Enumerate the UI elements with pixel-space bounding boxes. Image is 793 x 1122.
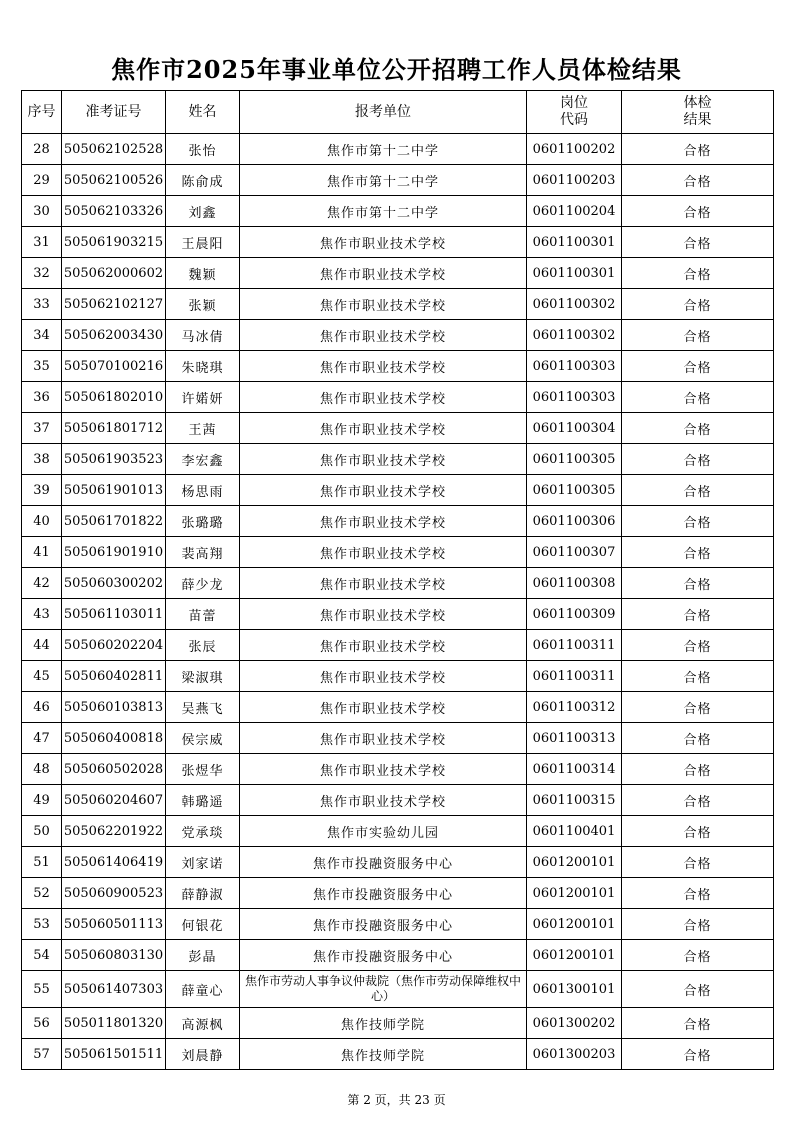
cell-result: 合格 [622, 940, 774, 971]
cell-post-code: 0601100307 [527, 537, 622, 568]
cell-name: 党承琰 [166, 816, 240, 847]
cell-exam-no: 505062201922 [62, 816, 166, 847]
cell-unit: 焦作市职业技术学校 [240, 475, 527, 506]
cell-unit: 焦作市职业技术学校 [240, 382, 527, 413]
cell-post-code: 0601300101 [527, 971, 622, 1008]
document-title: 焦作市2025年事业单位公开招聘工作人员体检结果 [111, 55, 682, 84]
table-row [22, 351, 774, 382]
cell-name: 韩璐遥 [166, 785, 240, 816]
cell-exam-no: 505061501511 [62, 1039, 166, 1070]
cell-exam-no: 505061801712 [62, 413, 166, 444]
cell-exam-no: 505060803130 [62, 940, 166, 971]
cell-exam-no: 505060501113 [62, 909, 166, 940]
cell-result: 合格 [622, 971, 774, 1008]
cell-post-code: 0601100305 [527, 444, 622, 475]
cell-seq: 57 [22, 1039, 62, 1070]
cell-name: 张颖 [166, 289, 240, 320]
cell-exam-no: 505060900523 [62, 878, 166, 909]
table-row [22, 816, 774, 847]
cell-result: 合格 [622, 444, 774, 475]
cell-exam-no: 505060400818 [62, 723, 166, 754]
cell-exam-no: 505061103011 [62, 599, 166, 630]
cell-name: 刘晨静 [166, 1039, 240, 1070]
cell-exam-no: 505062103326 [62, 196, 166, 227]
cell-unit: 焦作技师学院 [240, 1008, 527, 1039]
table-row [22, 413, 774, 444]
cell-post-code: 0601100304 [527, 413, 622, 444]
cell-result: 合格 [622, 320, 774, 351]
cell-exam-no: 505062102528 [62, 134, 166, 165]
cell-seq: 34 [22, 320, 62, 351]
cell-exam-no: 505061903215 [62, 227, 166, 258]
cell-unit: 焦作技师学院 [240, 1039, 527, 1070]
cell-seq: 53 [22, 909, 62, 940]
cell-post-code: 0601100308 [527, 568, 622, 599]
cell-seq: 32 [22, 258, 62, 289]
cell-name: 裴高翔 [166, 537, 240, 568]
cell-name: 高源枫 [166, 1008, 240, 1039]
cell-post-code: 0601100306 [527, 506, 622, 537]
cell-name: 许婼妍 [166, 382, 240, 413]
cell-post-code: 0601100303 [527, 351, 622, 382]
cell-result: 合格 [622, 847, 774, 878]
cell-post-code: 0601300202 [527, 1008, 622, 1039]
table-row [22, 196, 774, 227]
cell-unit: 焦作市职业技术学校 [240, 661, 527, 692]
table-row [22, 475, 774, 506]
cell-exam-no: 505061407303 [62, 971, 166, 1008]
cell-post-code: 0601100311 [527, 661, 622, 692]
cell-name: 刘家诺 [166, 847, 240, 878]
cell-name: 杨思雨 [166, 475, 240, 506]
cell-exam-no: 505062100526 [62, 165, 166, 196]
cell-result: 合格 [622, 785, 774, 816]
table-row [22, 382, 774, 413]
header-row [22, 91, 774, 134]
cell-seq: 51 [22, 847, 62, 878]
table-row [22, 1039, 774, 1070]
cell-name: 朱晓琪 [166, 351, 240, 382]
table-row [22, 909, 774, 940]
cell-result: 合格 [622, 537, 774, 568]
cell-post-code: 0601100401 [527, 816, 622, 847]
cell-post-code: 0601100313 [527, 723, 622, 754]
cell-result: 合格 [622, 165, 774, 196]
table-row [22, 227, 774, 258]
header-seq: 序号 [22, 91, 62, 134]
cell-seq: 37 [22, 413, 62, 444]
cell-exam-no: 505060402811 [62, 661, 166, 692]
cell-result: 合格 [622, 754, 774, 785]
table-row [22, 258, 774, 289]
cell-unit: 焦作市劳动人事争议仲裁院（焦作市劳动保障维权中心） [240, 971, 527, 1008]
table-row [22, 568, 774, 599]
cell-name: 刘鑫 [166, 196, 240, 227]
cell-seq: 54 [22, 940, 62, 971]
table-row [22, 289, 774, 320]
cell-result: 合格 [622, 1039, 774, 1070]
table-row [22, 165, 774, 196]
cell-unit: 焦作市职业技术学校 [240, 754, 527, 785]
header-result-line2: 结果 [683, 112, 712, 128]
cell-seq: 28 [22, 134, 62, 165]
header-post-code-line1: 岗位 [560, 95, 588, 111]
cell-name: 王茜 [166, 413, 240, 444]
cell-unit: 焦作市职业技术学校 [240, 568, 527, 599]
cell-unit: 焦作市第十二中学 [240, 134, 527, 165]
cell-post-code: 0601100204 [527, 196, 622, 227]
cell-exam-no: 505061901910 [62, 537, 166, 568]
cell-unit: 焦作市职业技术学校 [240, 599, 527, 630]
cell-unit: 焦作市实验幼儿园 [240, 816, 527, 847]
cell-name: 魏颖 [166, 258, 240, 289]
cell-result: 合格 [622, 661, 774, 692]
cell-seq: 36 [22, 382, 62, 413]
cell-result: 合格 [622, 878, 774, 909]
cell-post-code: 0601100301 [527, 227, 622, 258]
cell-name: 陈俞成 [166, 165, 240, 196]
cell-post-code: 0601100315 [527, 785, 622, 816]
cell-seq: 45 [22, 661, 62, 692]
cell-exam-no: 505060103813 [62, 692, 166, 723]
cell-unit: 焦作市投融资服务中心 [240, 847, 527, 878]
cell-name: 梁淑琪 [166, 661, 240, 692]
cell-seq: 56 [22, 1008, 62, 1039]
cell-name: 张辰 [166, 630, 240, 661]
table-row [22, 723, 774, 754]
header-result [622, 91, 774, 134]
cell-seq: 55 [22, 971, 62, 1008]
cell-exam-no: 505060204607 [62, 785, 166, 816]
cell-result: 合格 [622, 568, 774, 599]
cell-name: 吴燕飞 [166, 692, 240, 723]
cell-result: 合格 [622, 413, 774, 444]
cell-seq: 44 [22, 630, 62, 661]
cell-seq: 29 [22, 165, 62, 196]
cell-seq: 38 [22, 444, 62, 475]
cell-unit: 焦作市投融资服务中心 [240, 909, 527, 940]
cell-result: 合格 [622, 692, 774, 723]
cell-unit: 焦作市职业技术学校 [240, 413, 527, 444]
table-row [22, 847, 774, 878]
cell-post-code: 0601100302 [527, 320, 622, 351]
cell-name: 苗蕾 [166, 599, 240, 630]
cell-unit: 焦作市第十二中学 [240, 165, 527, 196]
cell-seq: 31 [22, 227, 62, 258]
cell-post-code: 0601100202 [527, 134, 622, 165]
cell-seq: 46 [22, 692, 62, 723]
header-exam-no: 准考证号 [62, 91, 166, 134]
cell-unit: 焦作市职业技术学校 [240, 785, 527, 816]
cell-exam-no: 505061802010 [62, 382, 166, 413]
cell-exam-no: 505060502028 [62, 754, 166, 785]
cell-seq: 40 [22, 506, 62, 537]
cell-post-code: 0601100314 [527, 754, 622, 785]
table-row [22, 506, 774, 537]
table-row [22, 754, 774, 785]
cell-seq: 52 [22, 878, 62, 909]
cell-result: 合格 [622, 630, 774, 661]
cell-result: 合格 [622, 196, 774, 227]
cell-unit: 焦作市职业技术学校 [240, 692, 527, 723]
cell-seq: 49 [22, 785, 62, 816]
table-row [22, 661, 774, 692]
cell-name: 王晨阳 [166, 227, 240, 258]
cell-unit: 焦作市职业技术学校 [240, 630, 527, 661]
cell-seq: 50 [22, 816, 62, 847]
cell-result: 合格 [622, 723, 774, 754]
cell-post-code: 0601200101 [527, 940, 622, 971]
header-post-code [527, 91, 622, 134]
cell-unit: 焦作市职业技术学校 [240, 227, 527, 258]
cell-name: 薛静淑 [166, 878, 240, 909]
cell-seq: 33 [22, 289, 62, 320]
cell-name: 何银花 [166, 909, 240, 940]
cell-exam-no: 505060202204 [62, 630, 166, 661]
page-footer: 第 2 页，共 23 页 [347, 1093, 446, 1107]
cell-exam-no: 505061406419 [62, 847, 166, 878]
cell-exam-no: 505061701822 [62, 506, 166, 537]
cell-name: 张煜华 [166, 754, 240, 785]
cell-unit: 焦作市职业技术学校 [240, 444, 527, 475]
cell-result: 合格 [622, 816, 774, 847]
cell-post-code: 0601100309 [527, 599, 622, 630]
cell-seq: 48 [22, 754, 62, 785]
cell-post-code: 0601100302 [527, 289, 622, 320]
cell-seq: 47 [22, 723, 62, 754]
cell-result: 合格 [622, 351, 774, 382]
cell-result: 合格 [622, 475, 774, 506]
header-unit: 报考单位 [240, 91, 527, 134]
cell-exam-no: 505062000602 [62, 258, 166, 289]
cell-name: 彭晶 [166, 940, 240, 971]
cell-exam-no: 505061903523 [62, 444, 166, 475]
header-post-code-line2: 代码 [560, 112, 588, 128]
cell-unit: 焦作市职业技术学校 [240, 537, 527, 568]
cell-seq: 35 [22, 351, 62, 382]
cell-exam-no: 505062003430 [62, 320, 166, 351]
table-row [22, 940, 774, 971]
header-result-line1: 体检 [683, 95, 712, 111]
cell-seq: 43 [22, 599, 62, 630]
cell-result: 合格 [622, 227, 774, 258]
table-row [22, 599, 774, 630]
cell-unit: 焦作市投融资服务中心 [240, 878, 527, 909]
cell-name: 侯宗威 [166, 723, 240, 754]
cell-seq: 39 [22, 475, 62, 506]
cell-post-code: 0601200101 [527, 909, 622, 940]
cell-result: 合格 [622, 1008, 774, 1039]
cell-post-code: 0601100303 [527, 382, 622, 413]
table-row [22, 785, 774, 816]
table-row [22, 1008, 774, 1039]
cell-unit: 焦作市职业技术学校 [240, 289, 527, 320]
cell-unit: 焦作市职业技术学校 [240, 351, 527, 382]
table-row [22, 537, 774, 568]
cell-result: 合格 [622, 909, 774, 940]
cell-post-code: 0601200101 [527, 878, 622, 909]
table-row [22, 630, 774, 661]
cell-result: 合格 [622, 258, 774, 289]
cell-name: 薛少龙 [166, 568, 240, 599]
results-table [21, 90, 774, 1070]
cell-seq: 42 [22, 568, 62, 599]
cell-post-code: 0601100203 [527, 165, 622, 196]
header-name: 姓名 [166, 91, 240, 134]
cell-exam-no: 505011801320 [62, 1008, 166, 1039]
cell-exam-no: 505061901013 [62, 475, 166, 506]
cell-result: 合格 [622, 134, 774, 165]
cell-unit: 焦作市投融资服务中心 [240, 940, 527, 971]
cell-unit: 焦作市职业技术学校 [240, 506, 527, 537]
table-row [22, 878, 774, 909]
cell-post-code: 0601300203 [527, 1039, 622, 1070]
cell-seq: 41 [22, 537, 62, 568]
cell-post-code: 0601100311 [527, 630, 622, 661]
cell-name: 张璐璐 [166, 506, 240, 537]
cell-post-code: 0601100305 [527, 475, 622, 506]
cell-name: 薛童心 [166, 971, 240, 1008]
cell-result: 合格 [622, 289, 774, 320]
cell-unit: 焦作市第十二中学 [240, 196, 527, 227]
cell-result: 合格 [622, 599, 774, 630]
cell-post-code: 0601100301 [527, 258, 622, 289]
cell-seq: 30 [22, 196, 62, 227]
table-row [22, 692, 774, 723]
cell-unit: 焦作市职业技术学校 [240, 320, 527, 351]
table-row [22, 971, 774, 1008]
cell-post-code: 0601100312 [527, 692, 622, 723]
table-row [22, 134, 774, 165]
cell-exam-no: 505070100216 [62, 351, 166, 382]
cell-name: 张怡 [166, 134, 240, 165]
cell-unit: 焦作市职业技术学校 [240, 723, 527, 754]
cell-result: 合格 [622, 506, 774, 537]
cell-result: 合格 [622, 382, 774, 413]
cell-unit: 焦作市职业技术学校 [240, 258, 527, 289]
cell-post-code: 0601200101 [527, 847, 622, 878]
table-row [22, 320, 774, 351]
table-row [22, 444, 774, 475]
cell-name: 马冰倩 [166, 320, 240, 351]
cell-exam-no: 505060300202 [62, 568, 166, 599]
cell-name: 李宏鑫 [166, 444, 240, 475]
cell-exam-no: 505062102127 [62, 289, 166, 320]
